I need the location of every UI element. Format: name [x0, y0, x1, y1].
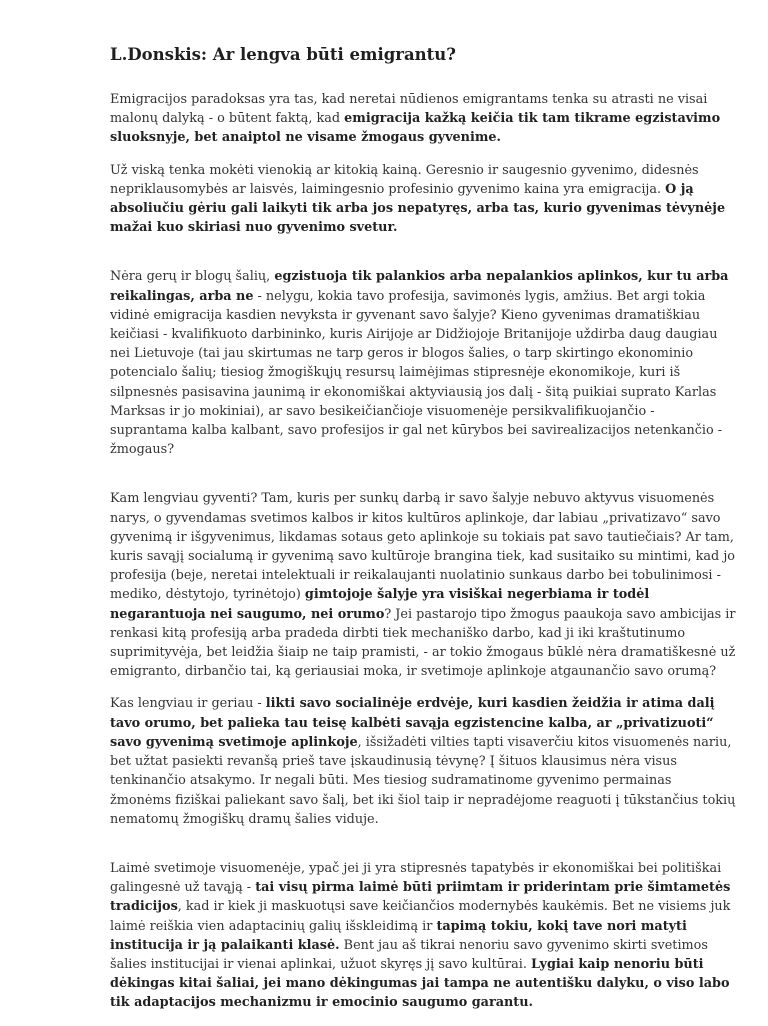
paragraph-text: - nelygu, kokia tavo profesija, savimonės lygis, amžius. Bet argi tokia vidinė emigracija kasdien nevyksta ir gyvenant savo šalyje? Kieno gyvenimas dramatiškiau keičiasi - kvalifikuoto darbininko, kuris Airijoje ar Didžiojoje Britanijoje uždirba daug daugiau nei Lietuvoje (tai jau skirtumas ne tarp geros ir blogos šalies, o tarp skirtingo ekonominio potencialo šalių; tiesiog žmogiškųjų resursų laimėjimas stipresnėje ekonomikoje, kuri iš silpnesnės pasisavina jaunimą ir ekonomiškai aktyviausią jos dalį - šitą puikiai suprato Karlas Marksas ir jo mokiniai), ar savo besikeičiančioje visuomenėje persikvalifikuojančio - suprantama kalba kalbant, savo profesijos ir gal net kūrybos bei savirealizacijos netenkančio - žmogaus?	[110, 288, 723, 458]
article-title: L.Donskis: Ar lengva būti emigrantu?	[110, 45, 456, 64]
paragraph-bold-text: likti savo socialinėje erdvėje, kuri kasdien žeidžia ir atima dalį tavo orumo, bet palieka tau teisę kalbėti savąja egzistencine kalba, ar „privatizuoti“ savo gyvenimą svetimoje aplinkoje	[110, 696, 715, 750]
paragraph-text: ? Jei pastarojo tipo žmogus paaukoja savo ambicijas ir renkasi kitą profesiją arba pradeda dirbti tiek mechaniško darbo, kad ji iki kraštutinumo suprimityvėja, bet leidžia šiaip ne taip pramisti, - ar tokio žmogaus būklė nėra dramatiškesnė už emigranto, dirbančio tai, ką geriausiai moka, ir svetimoje aplinkoje atgaunančio savo orumą?	[110, 606, 736, 680]
paragraph-text: Laimė svetimoje visuomenėje, ypač jei ji yra stipresnės tapatybės ir ekonomiškai bei politiškai galingesnė už tavąją -	[110, 860, 722, 896]
paragraph-2	[110, 161, 736, 238]
paragraph-bold-text: gimtojoje šalyje yra visiškai negerbiama ir todėl negarantuoja nei saugumo, nei orumo	[110, 587, 650, 622]
paragraph-bold-text: emigracija kažką keičia tik tam tikrame egzistavimo sluoksnyje, bet anaiptol ne visame žmogaus gyvenime.	[110, 111, 721, 146]
paragraph-4	[110, 489, 736, 681]
paragraph-bold-text: egzistuoja tik palankios arba nepalankios aplinkos, kur tu arba reikalingas, arba ne	[110, 269, 729, 304]
paragraph-text: Kam lengviau gyventi? Tam, kuris per sunkų darbą ir savo šalyje nebuvo aktyvus visuomenės narys, o gyvendamas svetimos kalbos ir kitos kultūros aplinkoje, dar labiau „privatizavo“ savo gyvenimą ir išgyvenimus, likdamas sotaus geto aplinkoje su tokiais pat savo tautiečiais? Ar tam, kuris savąjį socialumą ir gyvenimą savo kultūroje brangina tiek, kad susitaiko su mintimi, kad jo profesija (beje, neretai intelektuali ir reikalaujanti nuolatinio sunkaus darbo bei tobulinimosi - mediko, dėstytojo, tyrinėtojo)	[110, 491, 735, 603]
paragraph-text: Nėra gerų ir blogų šalių,	[110, 269, 275, 285]
paragraph-bold-text: tapimą tokiu, kokį tave nori matyti institucija ir ją palaikanti klasė.	[110, 918, 687, 953]
paragraph-3	[110, 267, 736, 459]
paragraph-text: , išsižadėti vilties tapti visaverčiu kitos visuomenės nariu, bet užtat pasiekti revanšą prieš tave įskaudinusią tėvynę? Į šituos klausimus nėra visus tenkinančio atsakymo. Ir negali būti. Mes tiesiog sudramatinome gyvenimo permainas žmonėms fiziškai paliekant savo šalį, bet iki šiol taip ir nepradėjome reaguoti į tūkstančius tokių nematomų žmogiškų dramų šalies viduje.	[110, 734, 736, 827]
paragraph-1	[110, 90, 736, 148]
paragraph-6	[110, 859, 736, 1013]
paragraph-bold-text: tai visų pirma laimė būti priimtam ir priderintam prie šimtametės tradicijos	[110, 880, 731, 915]
paragraph-text: Kas lengviau ir geriau -	[110, 696, 266, 712]
article	[110, 30, 736, 1026]
paragraph-bold-text: Lygiai kaip nenoriu būti dėkingas kitai šaliai, jei mano dėkingumas jai tampa ne autentišku dalyku, o viso labo tik adaptacijos mechanizmu ir emocinio saugumo garantu.	[110, 956, 730, 1011]
paragraph-text: Emigracijos paradoksas yra tas, kad neretai nūdienos emigrantams tenka su atrasti ne visai malonų dalyką - o būtent faktą, kad	[110, 92, 708, 127]
paragraph-bold-text: O ją absoliučiu gėriu gali laikyti tik arba jos nepatyręs, arba tas, kurio gyvenimas tėvynėje mažai kuo skiriasi nuo gyvenimo svetur.	[110, 181, 726, 236]
paragraph-5	[110, 694, 736, 828]
paragraph-text: , kad ir kiek ji maskuotųsi save keičiančios modernybės kaukėmis. Bet ne visiems juk laimė reiškia vien adaptacinių galių išskleidimą ir	[110, 899, 731, 934]
paragraph-text: Už viską tenka mokėti vienokią ar kitokią kainą. Geresnio ir saugesnio gyvenimo, didesnės nepriklausomybės ar laisvės, laimingesnio profesinio gyvenimo kaina yra emigracija.	[110, 162, 699, 197]
paragraph-text: Bent jau aš tikrai nenoriu savo gyvenimo skirti svetimos šalies institucijai ir vienai aplinkai, užuot skyręs jį savo kultūrai.	[110, 937, 708, 972]
